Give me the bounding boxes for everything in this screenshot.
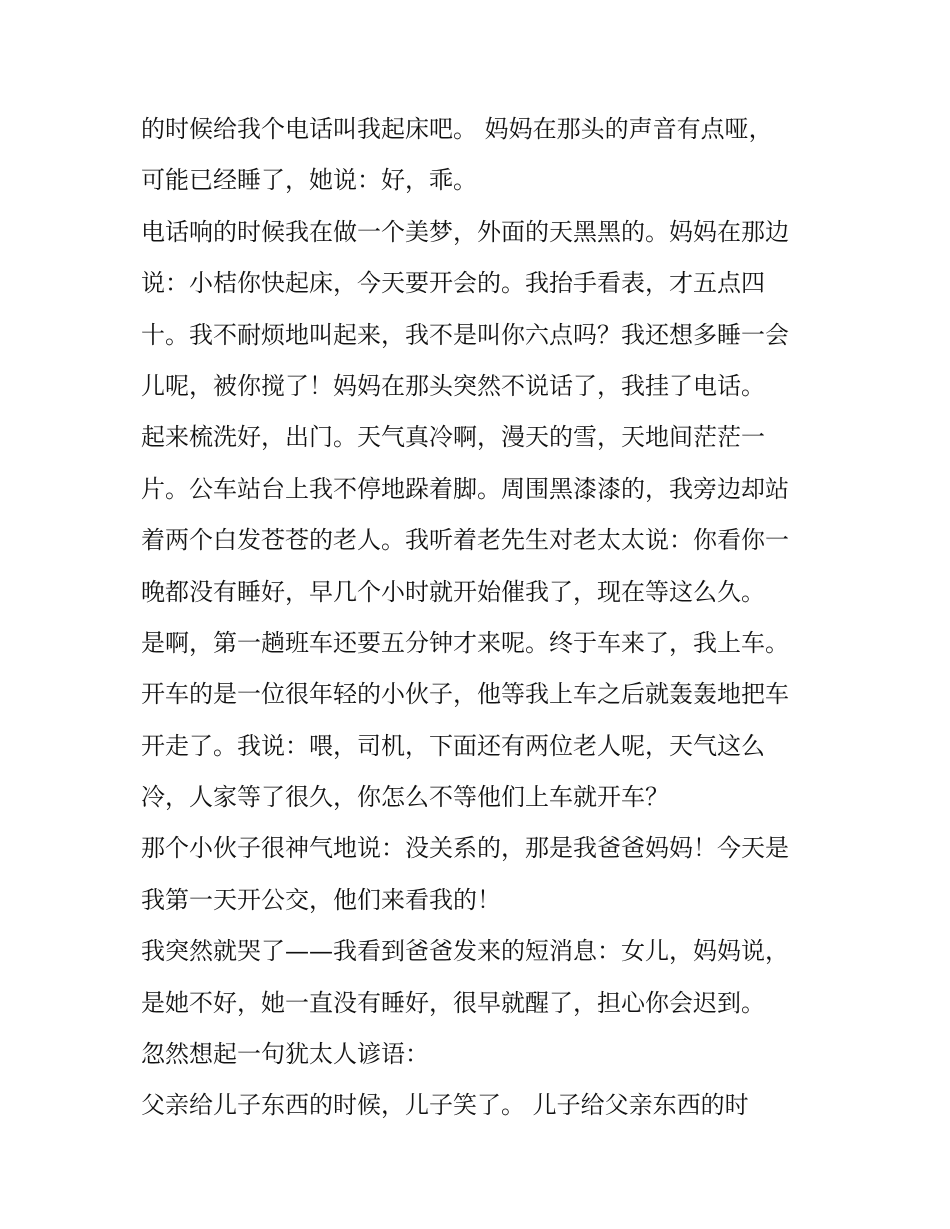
text-line: 的时候给我个电话叫我起床吧。 妈妈在那头的声音有点哑， [141,115,773,143]
text-line: 片。公车站台上我不停地跺着脚。周围黑漆漆的，我旁边却站 [141,474,789,503]
body-text [141,104,821,1132]
text-line: 是啊，第一趟班车还要五分钟才来呢。终于车来了，我上车。 [141,628,789,657]
text-line: 我突然就哭了——我看到爸爸发来的短消息：女儿，妈妈说， [141,937,789,966]
text-line: 是她不好，她一直没有睡好，很早就醒了，担心你会迟到。 [141,988,765,1017]
text-line: 开走了。我说：喂，司机，下面还有两位老人呢，天气这么 [141,731,765,760]
text-line: 晚都没有睡好，早几个小时就开始催我了，现在等这么久。 [141,577,765,606]
text-line: 忽然想起一句犹太人谚语： [141,1040,429,1069]
text-line: 儿呢，被你搅了！妈妈在那头突然不说话了，我挂了电话。 [141,371,765,400]
text-line: 电话响的时候我在做一个美梦，外面的天黑黑的。妈妈在那边 [141,217,789,246]
text-line: 起来梳洗好，出门。天气真冷啊，漫天的雪，天地间茫茫一 [141,423,765,452]
text-line: 十。我不耐烦地叫起来，我不是叫你六点吗？我还想多睡一会 [141,320,789,349]
text-line: 可能已经睡了，她说：好，乖。 [141,166,477,195]
text-line: 那个小伙子很神气地说：没关系的，那是我爸爸妈妈！今天是 [141,834,789,863]
text-line: 说：小桔你快起床，今天要开会的。我抬手看表，才五点四 [141,269,765,298]
text-line: 父亲给儿子东西的时候，儿子笑了。 儿子给父亲东西的时 [141,1091,749,1120]
text-line: 冷，人家等了很久，你怎么不等他们上车就开车？ [141,783,669,812]
text-line: 我第一天开公交，他们来看我的！ [141,885,501,914]
text-line: 着两个白发苍苍的老人。我听着老先生对老太太说：你看你一 [141,526,789,555]
text-line: 开车的是一位很年轻的小伙子，他等我上车之后就轰轰地把车 [141,680,789,709]
